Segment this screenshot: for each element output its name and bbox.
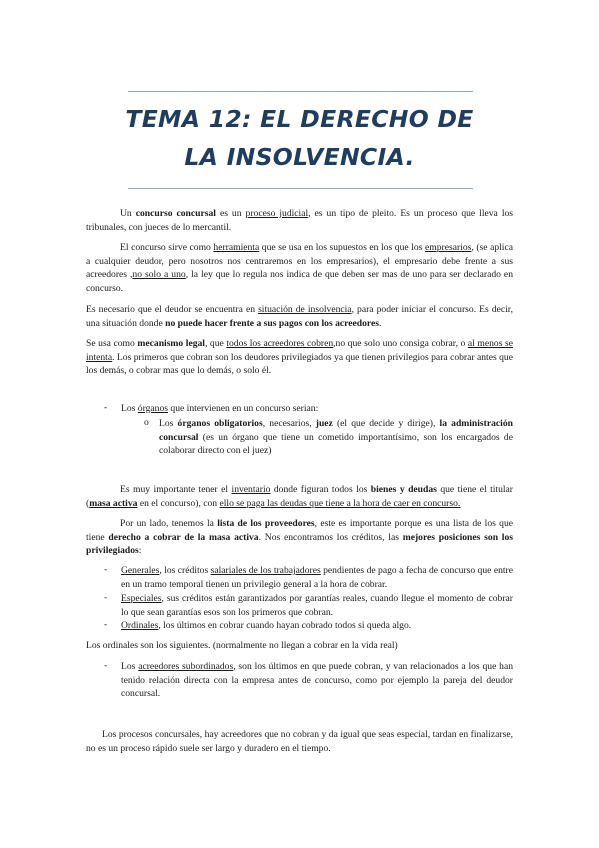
bullet-dash: - bbox=[104, 660, 108, 671]
list-item-subordinados: Los acreedores subordinados, son los últimos en que puede cobran, y van relacionados a los que han tenido relación directa con la empresa antes de concurso, como por ejemplo la pareja del deudor concursal. bbox=[121, 661, 513, 700]
paragraph-proveedores: Por un lado, tenemos la lista de los proveedores, este es importante porque es una lista de los que tiene derecho a cobrar de la masa activa. Nos encontramos los créditos, las mejores posiciones son los privilegiados: bbox=[86, 518, 513, 557]
bullet-dash: - bbox=[104, 592, 108, 603]
list-item-especiales: Especiales, sus créditos están garantizados por garantías reales, cuando llegue el momento de cobrar lo que sean garantías esos son los primeros que cobran. bbox=[121, 593, 513, 618]
paragraph-inventario: Es muy importante tener el inventario donde figuran todos los bienes y deudas que tiene el titular (masa activa en el concurso), con ello se paga las deudas que tiene a la hora de caer en concurso. bbox=[86, 484, 513, 509]
paragraph-ordinales: Los ordinales son los siguientes. (normalmente no llegan a cobrar en la vida real) bbox=[86, 640, 398, 651]
paragraph-concurso: Un concurso concursal es un proceso judicial, es un tipo de pleito. Es un proceso que lleva los tribunales, con jueces de lo mercantil. bbox=[86, 208, 514, 233]
list-item-organos: Los órganos que intervienen en un concurso serian: bbox=[121, 403, 319, 414]
title-rule-top bbox=[128, 91, 473, 92]
list-item-ordinales: Ordinales, los últimos en cobrar cuando hayan cobrado todos si queda algo. bbox=[121, 620, 412, 631]
paragraph-mecanismo: Se usa como mecanismo legal, que todos los acreedores cobren,no que solo uno consiga cobrar, o al menos se intenta. Los primeros que cobran son los deudores privilegiados ya que tienen privilegios para cobrar antes que los demás, o cobrar mas que lo demás, o solo él. bbox=[86, 338, 513, 377]
list-item-generales: Generales, los créditos salariales de los trabajadores pendientes de pago a fecha de concurso que entre en un tramo temporal tienen un privilegio general a la hora de cobrar. bbox=[121, 565, 513, 590]
page-title-line-1: TEMA 12: EL DERECHO DE bbox=[125, 105, 474, 133]
bullet-circle: o bbox=[144, 417, 149, 428]
paragraph-procesos-concursales: Los procesos concursales, hay acreedores que no cobran y da igual que seas especial, tardan en finalizarse, no es un proceso rápido suele ser largo y duradero en el tiempo. bbox=[86, 729, 513, 754]
page-title-line-2: LA INSOLVENCIA. bbox=[184, 143, 415, 171]
paragraph-insolvencia: Es necesario que el deudor se encuentra en situación de insolvencia, para poder iniciar el concurso. Es decir, una situación donde no puede hacer frente a sus pagos con los acreedores. bbox=[86, 304, 514, 329]
bullet-dash: - bbox=[104, 402, 108, 413]
title-rule-bottom bbox=[128, 188, 473, 189]
bullet-dash: - bbox=[104, 564, 108, 575]
paragraph-herramienta: El concurso sirve como herramienta que se usa en los supuestos en los que los empresarios, (se aplica a cualquier deudor, pero nosotros nos centraremos en los empresarios), el empresario debe frente a sus acreedores ,no solo a uno, la ley que lo regula nos indica de que deben ser mas de uno para ser declarado en concurso. bbox=[86, 242, 513, 294]
list-subitem-organos-obligatorios: Los órganos obligatorios, necesarios, juez (el que decide y dirige), la administración concursal (es un órgano que tiene un cometido importantísimo, son los encargados de colaborar directo con el juez) bbox=[159, 418, 513, 457]
bullet-dash: - bbox=[104, 619, 108, 630]
